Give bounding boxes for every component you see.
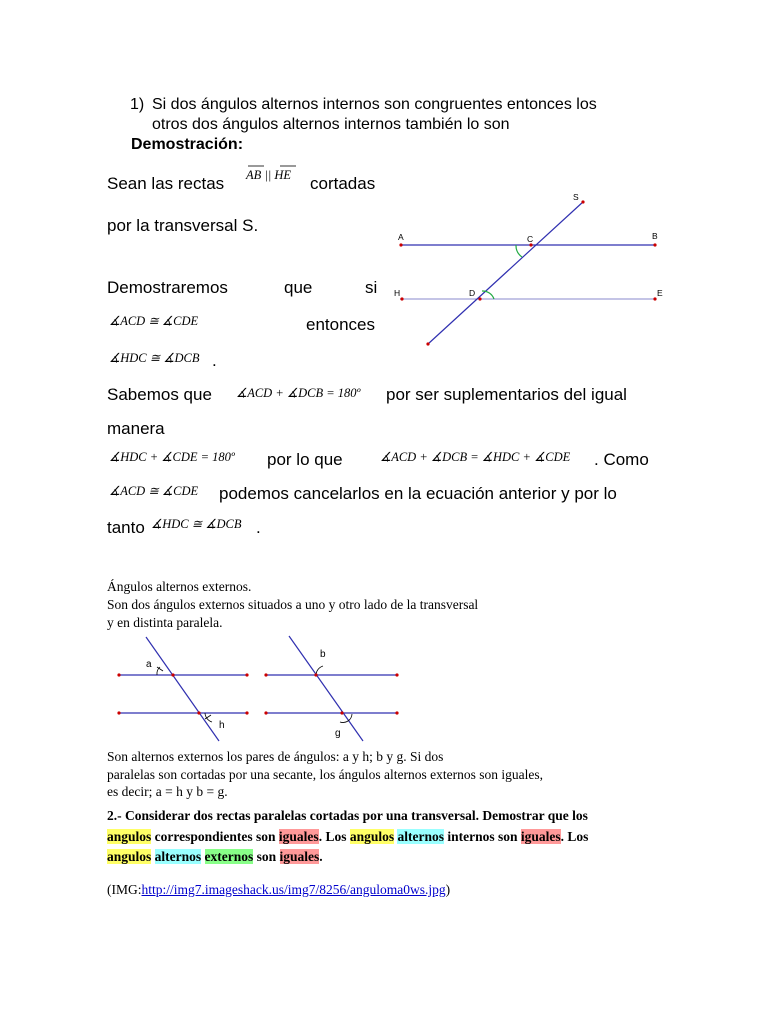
externos-title: Ángulos alternos externos. <box>107 579 252 594</box>
transversal-start <box>581 200 584 203</box>
suplementarios-text: por ser suplementarios del igual <box>386 385 627 404</box>
hl-iguales: iguales <box>520 829 561 844</box>
por-lo-que-text: por lo que <box>267 450 343 469</box>
hl-externos: externos <box>204 849 254 864</box>
item2-line1: 2.- Considerar dos rectas paralelas cortadas por una transversal. Demostrar que los <box>107 808 588 823</box>
angle-h-arc <box>205 713 212 722</box>
point <box>395 673 398 676</box>
si-word: si <box>365 278 378 297</box>
manera-text: manera <box>107 419 165 438</box>
point <box>395 711 398 714</box>
formula-acd-cde-2: ∡ACD ≅ ∡CDE <box>109 484 199 498</box>
parallel-lines-diagram <box>390 188 670 358</box>
point <box>264 711 267 714</box>
image-link[interactable]: http://img7.imageshack.us/img7/8256/anguloma0ws.jpg <box>141 882 446 897</box>
transversal-end <box>426 342 429 345</box>
hl-alternos: alternos <box>397 829 444 844</box>
label-a: a <box>146 659 152 670</box>
right-transversal <box>289 636 363 741</box>
point-h <box>400 297 403 300</box>
text-los: . Los <box>318 829 350 844</box>
entonces-word: entonces <box>306 315 375 334</box>
tanto-text: tanto <box>107 518 145 537</box>
que-word: que <box>284 278 313 297</box>
label-g: g <box>335 728 341 739</box>
hl-iguales: iguales <box>279 849 320 864</box>
externos-line3: y en distinta paralela. <box>107 615 223 630</box>
text-correspondientes: correspondientes son <box>151 829 279 844</box>
como-text: . Como <box>594 450 649 469</box>
left-transversal <box>146 637 219 741</box>
period: . <box>212 351 217 370</box>
point <box>117 673 120 676</box>
parallel-lines-formula <box>246 163 302 183</box>
hl-angulos: angulos <box>349 829 395 844</box>
intersection <box>314 673 317 676</box>
formula-ab-he: AB || HE <box>246 168 292 182</box>
text-internos: internos son <box>443 829 521 844</box>
intersection <box>171 673 174 676</box>
hl-angulos: angulos <box>107 849 152 864</box>
point-a <box>399 243 402 246</box>
hl-alternos: alternos <box>154 849 202 864</box>
intersection <box>197 711 200 714</box>
item1-line1: Si dos ángulos alternos internos son congruentes entonces los <box>152 96 597 113</box>
pares-line3: es decir; a = h y b = g. <box>107 784 228 799</box>
label-h: h <box>219 720 225 731</box>
point <box>245 673 248 676</box>
transversal-s <box>428 201 584 344</box>
intersection <box>340 711 343 714</box>
pares-line2: paralelas son cortadas por una secante, los ángulos alternos externos son iguales, <box>107 767 543 782</box>
label-a: A <box>398 232 404 242</box>
demostraremos-word: Demostraremos <box>107 278 228 297</box>
item1-line2: otros dos ángulos alternos internos también lo son <box>152 116 510 133</box>
externos-line2: Son dos ángulos externos situados a uno y otro lado de la transversal <box>107 597 479 612</box>
angle-acd-arc <box>516 245 522 257</box>
label-b: B <box>652 231 658 241</box>
item-number: 1) <box>130 96 145 113</box>
hl-iguales: iguales <box>278 829 319 844</box>
img-ref-prefix: (IMG: <box>107 882 142 897</box>
angle-g-arc <box>340 714 352 723</box>
demo-title: Demostración: <box>131 136 244 153</box>
text-period: . <box>319 849 323 864</box>
label-b: b <box>320 649 326 660</box>
point <box>245 711 248 714</box>
point <box>264 673 267 676</box>
cortadas-text: cortadas <box>310 174 376 193</box>
point-b <box>653 243 656 246</box>
formula-hdc-dcb: ∡HDC ≅ ∡DCB <box>109 351 200 365</box>
label-c: C <box>527 234 534 244</box>
formula-sum-180-a: ∡ACD + ∡DCB = 180º <box>236 386 361 400</box>
sabemos-text: Sabemos que <box>107 385 212 404</box>
point-d <box>478 297 481 300</box>
item2-line2 <box>107 826 588 847</box>
text-los: . Los <box>560 829 589 844</box>
period-2: . <box>256 518 261 537</box>
transversal-text: por la transversal S. <box>107 216 259 235</box>
label-d: D <box>469 288 476 298</box>
label-h: H <box>394 288 401 298</box>
point <box>117 711 120 714</box>
pares-line1: Son alternos externos los pares de ángulos: a y h; b y g. Si dos <box>107 749 444 764</box>
angle-b-arc <box>316 666 323 675</box>
label-s: S <box>573 192 579 202</box>
hl-angulos: angulos <box>107 829 152 844</box>
text-son: son <box>253 849 280 864</box>
label-e: E <box>657 288 663 298</box>
sean-text: Sean las rectas <box>107 174 225 193</box>
img-ref-suffix: ) <box>445 882 451 897</box>
formula-hdc-dcb-2: ∡HDC ≅ ∡DCB <box>151 517 242 531</box>
formula-equality: ∡ACD + ∡DCB = ∡HDC + ∡CDE <box>380 450 571 464</box>
img-reference <box>107 881 450 898</box>
formula-acd-cde: ∡ACD ≅ ∡CDE <box>109 314 199 328</box>
item2-line3 <box>107 846 323 867</box>
alternate-exterior-angles-diagram <box>110 630 410 750</box>
podemos-text: podemos cancelarlos en la ecuación anterior y por lo <box>219 484 617 503</box>
formula-sum-180-b: ∡HDC + ∡CDE = 180º <box>109 450 235 464</box>
